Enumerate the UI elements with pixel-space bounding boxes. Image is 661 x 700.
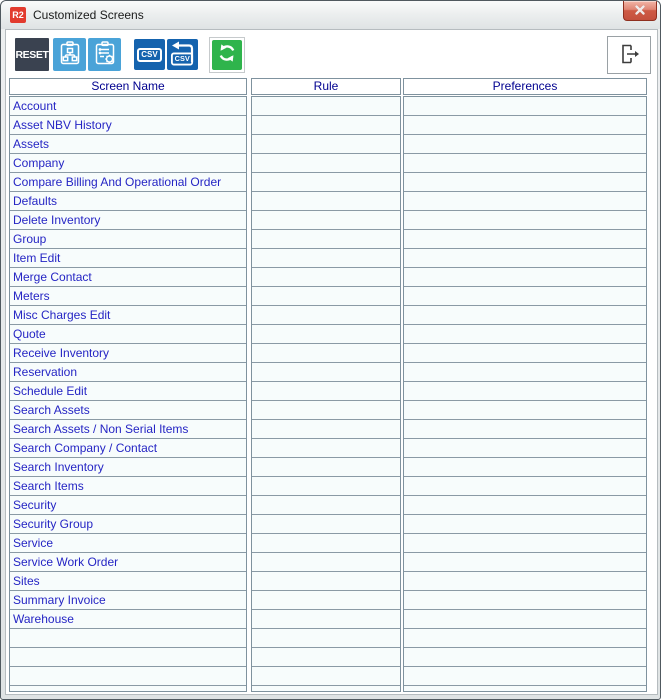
preferences-cell[interactable] [404,458,646,477]
screen-name-cell[interactable]: Assets [10,135,246,154]
screen-name-cell[interactable]: Misc Charges Edit [10,306,246,325]
screen-name-cell[interactable]: Sites [10,572,246,591]
clipboard-hierarchy-icon [57,40,83,69]
screen-name-cell[interactable] [10,686,246,692]
rule-cell[interactable] [252,686,400,692]
preferences-cell[interactable] [404,382,646,401]
rule-cell[interactable] [252,192,400,211]
screen-name-cell[interactable]: Merge Contact [10,268,246,287]
preferences-cell[interactable] [404,591,646,610]
rule-cell[interactable] [252,325,400,344]
rule-cell[interactable] [252,268,400,287]
rule-cell[interactable] [252,230,400,249]
preferences-cell[interactable] [404,344,646,363]
rule-cell[interactable] [252,306,400,325]
rule-rows [252,97,400,692]
rule-cell[interactable] [252,154,400,173]
screen-name-cell[interactable] [10,629,246,648]
import-csv-button[interactable] [167,39,198,70]
rule-cell[interactable] [252,629,400,648]
column-header-screen-name[interactable]: Screen Name [9,78,247,95]
preferences-cell[interactable] [404,249,646,268]
preferences-cell[interactable] [404,477,646,496]
screen-name-cell[interactable] [10,648,246,667]
screen-name-cell[interactable]: Search Assets [10,401,246,420]
exit-icon [616,41,642,70]
rule-cell[interactable] [252,401,400,420]
rule-cell[interactable] [252,363,400,382]
screen-name-cell[interactable]: Asset NBV History [10,116,246,135]
screen-name-cell[interactable]: Meters [10,287,246,306]
rule-cell[interactable] [252,439,400,458]
rule-cell[interactable] [252,648,400,667]
screen-name-cell[interactable]: Search Company / Contact [10,439,246,458]
rule-cell[interactable] [252,287,400,306]
preferences-cell[interactable] [404,420,646,439]
rule-cell[interactable] [252,97,400,116]
close-button[interactable] [623,1,657,21]
screen-name-cell[interactable]: Company [10,154,246,173]
preferences-cell[interactable] [404,686,646,692]
preferences-cell[interactable] [404,629,646,648]
preferences-cell[interactable] [404,173,646,192]
screen-name-cell[interactable]: Search Inventory [10,458,246,477]
client-area [5,29,658,695]
exit-button[interactable] [607,36,651,74]
csv-export-icon: CSV [137,48,161,62]
screen-name-cell[interactable]: Summary Invoice [10,591,246,610]
screen-name-cell[interactable]: Search Items [10,477,246,496]
reset-button[interactable]: RESET [15,38,49,71]
screen-name-rows [10,97,246,692]
preferences-cell[interactable] [404,667,646,686]
preferences-cell[interactable] [404,439,646,458]
preferences-cell[interactable] [404,287,646,306]
preferences-cell[interactable] [404,648,646,667]
screen-name-cell[interactable]: Security Group [10,515,246,534]
screen-name-cell[interactable]: Security [10,496,246,515]
window-title: Customized Screens [33,8,144,22]
rule-cell[interactable] [252,477,400,496]
screen-name-cell[interactable]: Search Assets / Non Serial Items [10,420,246,439]
rule-cell[interactable] [252,420,400,439]
rule-cell[interactable] [252,667,400,686]
column-screen-name [9,96,247,692]
rule-cell[interactable] [252,496,400,515]
rule-cell[interactable] [252,211,400,230]
screen-name-cell[interactable] [10,667,246,686]
column-rule [251,96,401,692]
screen-name-cell[interactable]: Warehouse [10,610,246,629]
preferences-cell[interactable] [404,572,646,591]
screen-name-cell[interactable]: Defaults [10,192,246,211]
rule-cell[interactable] [252,344,400,363]
preferences-cell[interactable] [404,211,646,230]
preferences-cell[interactable] [404,268,646,287]
rule-cell[interactable] [252,610,400,629]
preferences-rows [404,97,646,692]
column-header-preferences[interactable]: Preferences [403,78,647,95]
rule-cell[interactable] [252,135,400,154]
preferences-cell[interactable] [404,230,646,249]
rule-cell[interactable] [252,382,400,401]
rule-cell[interactable] [252,572,400,591]
column-header-rule[interactable]: Rule [251,78,401,95]
clipboard-gear-icon [92,40,118,69]
screen-customization-button[interactable] [53,38,86,71]
preferences-cell[interactable] [404,97,646,116]
preferences-cell[interactable] [404,610,646,629]
refresh-button[interactable] [209,37,245,73]
preferences-cell[interactable] [404,192,646,211]
screen-name-cell[interactable]: Quote [10,325,246,344]
preferences-customization-button[interactable] [88,38,121,71]
rule-cell[interactable] [252,534,400,553]
screen-name-cell[interactable]: Group [10,230,246,249]
title-bar[interactable] [1,1,660,29]
screen-name-cell[interactable]: Account [10,97,246,116]
rule-cell[interactable] [252,591,400,610]
rule-cell[interactable] [252,249,400,268]
screen-name-cell[interactable]: Schedule Edit [10,382,246,401]
rule-cell[interactable] [252,458,400,477]
preferences-cell[interactable] [404,496,646,515]
rule-cell[interactable] [252,116,400,135]
app-icon-r2: R2 [10,7,26,23]
rule-cell[interactable] [252,173,400,192]
column-preferences [403,96,647,692]
preferences-cell[interactable] [404,154,646,173]
preferences-cell[interactable] [404,306,646,325]
rule-cell[interactable] [252,553,400,572]
preferences-cell[interactable] [404,401,646,420]
screen-name-cell[interactable]: Compare Billing And Operational Order [10,173,246,192]
preferences-cell[interactable] [404,534,646,553]
preferences-cell[interactable] [404,325,646,344]
preferences-cell[interactable] [404,116,646,135]
preferences-cell[interactable] [404,135,646,154]
csv-import-icon: CSV [171,53,193,66]
screen-name-cell[interactable]: Service Work Order [10,553,246,572]
screen-name-cell[interactable]: Service [10,534,246,553]
screen-name-cell[interactable]: Item Edit [10,249,246,268]
screen-name-cell[interactable]: Receive Inventory [10,344,246,363]
screen-name-cell[interactable]: Delete Inventory [10,211,246,230]
screen-name-cell[interactable]: Reservation [10,363,246,382]
export-csv-button[interactable] [134,39,165,70]
refresh-icon [216,42,238,69]
preferences-cell[interactable] [404,553,646,572]
close-icon [635,2,645,20]
preferences-cell[interactable] [404,515,646,534]
rule-cell[interactable] [252,515,400,534]
preferences-cell[interactable] [404,363,646,382]
